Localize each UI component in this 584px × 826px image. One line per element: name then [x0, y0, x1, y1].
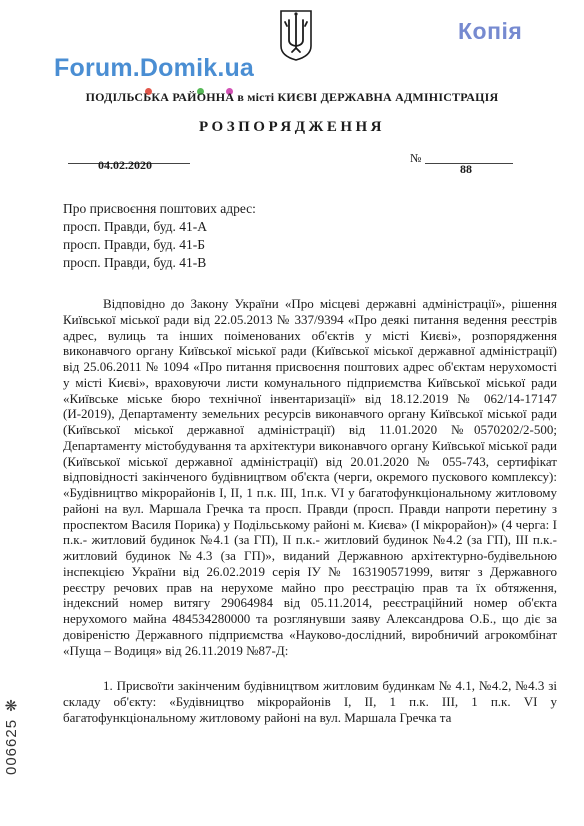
document-body	[63, 296, 557, 726]
side-serial-number: 006625 ❋	[3, 694, 20, 776]
subject-line: просп. Правди, буд. 41-Б	[63, 237, 206, 252]
preamble-paragraph: Відповідно до Закону України «Про місцеві державні адміністрації», рішення Київської міської ради від 22.05.2013 № 337/9394 «Про деякі питання ведення реєстрів адрес, вулиць та інших поіменованих об'єктів у місті Києві», розпорядження виконавчого органу Київської міської ради (Київської міської державної адміністрації) від 25.06.2011 № 1094 «Про питання присвоєння поштових адрес об'єктам нерухомості у місті Києві», враховуючи листи комунального підприємства Київської міської ради «Київське міське бюро технічної інвентаризації» від 18.12.2019 № 062/14-17147 (И-2019), Департаменту земельних ресурсів виконавчого органу Київської міської ради (Київської міської державної адміністрації) від 11.01.2020 №0570202/2-500; Департаменту містобудування та архітектури виконавчого органу Київської міської ради (Київської міської державної адміністрації) від 20.01.2020 № 055-743, сертифікат відповідності закінченого будівництвом об'єкта (черги, окремого пускового комплексу): «Будівництво мікрорайонів І, ІІ, 1 п.к. ІІІ, 1п.к. VI у багатофункціональному житловому районі на вул. Маршала Гречка та просп. Правди (просп. Правди напроти перетину з проспектом Василя Порика) у Подільському районі м. Києва» (І мікрорайон)» (4 черга: І п.к.- житловий будинок №4.1 (за ГП), ІІ п.к.- житловий будинок №4.2 (за ГП), ІІІ п.к.- житловий будинок №4.3 (за ГП)», виданий Державною архітектурно-будівельною інспекцією України від 26.02.2019 серія ІУ № 163190571999, витяг з Державного реєстру речових прав на нерухоме майно про реєстрацію прав та їх обтяження, індексний номер витягу 29064984 від 05.11.2014, реєстраційний номер об'єкта нерухомого майна 484534280000 та розглянувши заяву Александрова О.Б., що діє за довіреністю Державного підприємства «Науково-дослідний, виробничий агрокомбінат «Пуща – Водиця» від 26.11.2019 №87-Д:	[63, 296, 557, 658]
document-number: 88	[460, 162, 472, 176]
subject-line: просп. Правди, буд. 41-А	[63, 219, 208, 234]
document-date: 04.02.2020	[98, 158, 152, 172]
forum-watermark: Forum.Domik.ua	[54, 54, 255, 82]
subject-block	[63, 200, 256, 272]
document-type-title: РОЗПОРЯДЖЕННЯ	[198, 119, 386, 135]
subject-line: просп. Правди, буд. 41-В	[63, 255, 207, 270]
authority-name: ПОДІЛЬСЬКА РАЙОННА в місті КИЄВІ ДЕРЖАВНА АДМІНІСТРАЦІЯ	[85, 90, 499, 104]
copy-stamp: Копія	[458, 18, 523, 44]
coat-of-arms-icon	[278, 8, 314, 62]
number-sign: №	[410, 151, 422, 165]
order-item-1: 1. Присвоїти закінченим будівництвом житловим будинкам № 4.1, №4.2, №4.3 зі складу об'єкту: «Будівництво мікрорайонів І, ІІ, 1 п.к. ІІІ, 1 п.к. VI у багатофункціональному житловому районі на вул. Маршала Гречка та	[63, 678, 557, 725]
subject-line: Про присвоєння поштових адрес:	[63, 201, 256, 216]
